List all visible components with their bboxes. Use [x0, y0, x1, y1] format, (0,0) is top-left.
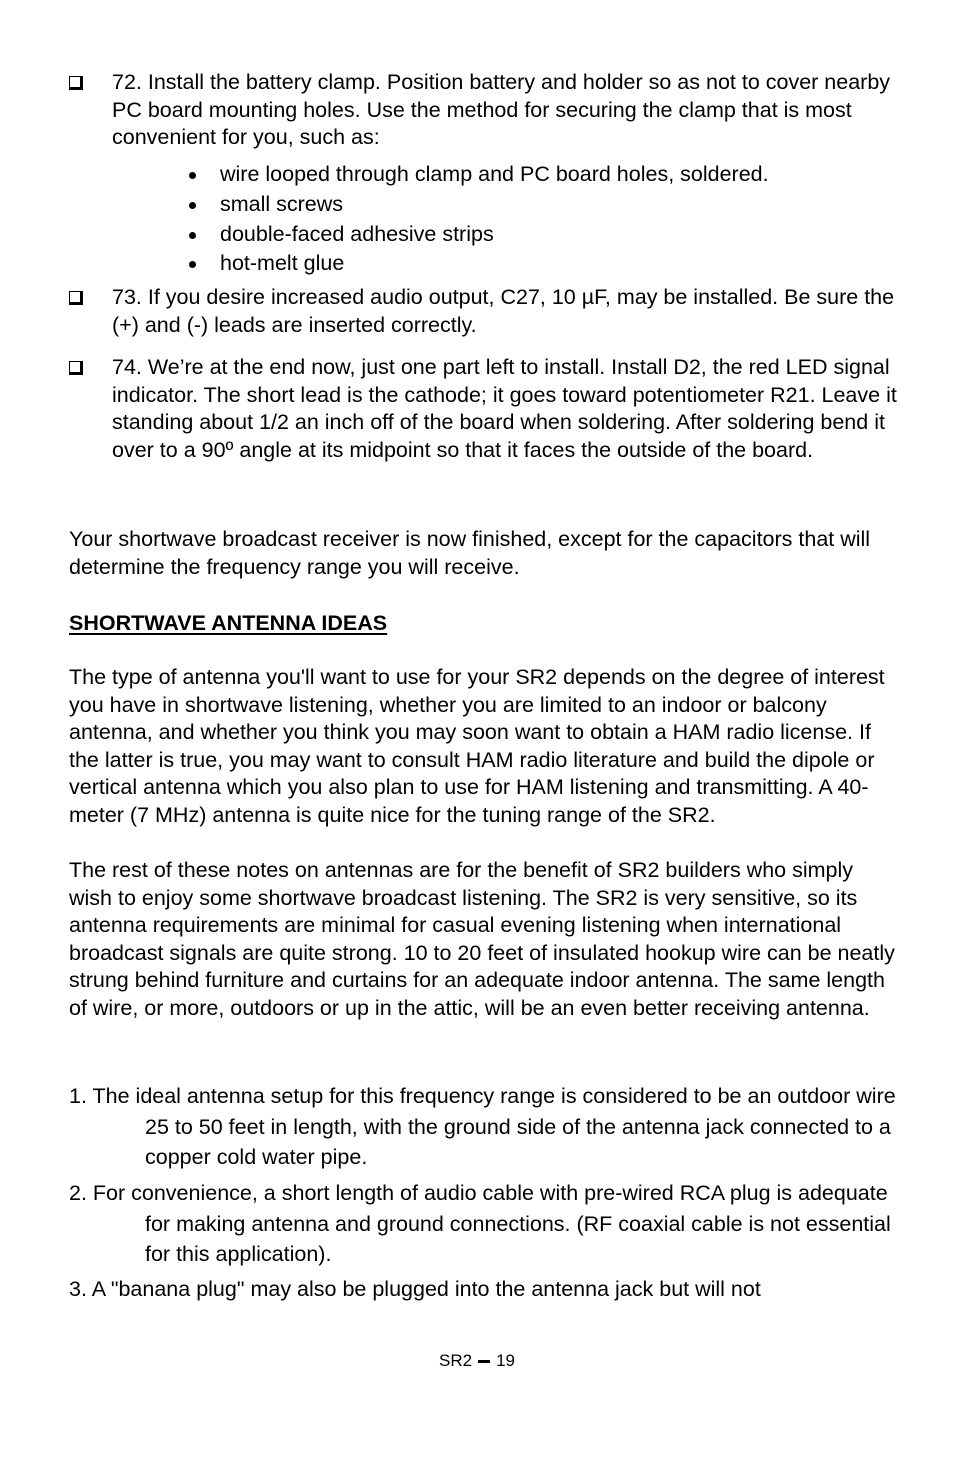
- step-number: 73.: [112, 285, 142, 309]
- list-item: [186, 220, 769, 250]
- step-number: 72.: [112, 70, 142, 94]
- step-72-text: [112, 69, 902, 152]
- step-instruction: If you desire increased audio output, C27, 10 µF, may be installed. Be sure the (+) and (-) leads are inserted correctly.: [112, 285, 895, 337]
- footer-model: SR2: [439, 1351, 473, 1370]
- dash-glyph: [478, 1360, 490, 1363]
- antenna-intro-paragraph: The type of antenna you'll want to use for your SR2 depends on the degree of interest you have in shortwave listening, whether you are limited to an indoor or balcony antenna, and whether you think you may soon want to obtain a HAM radio license. If the latter is true, you may want to consult HAM radio literature and build the dipole or vertical antenna which you also plan to use for HAM listening and transmitting. A 40-meter (7 MHz) antenna is quite nice for the tuning range of the SR2.: [69, 665, 885, 827]
- checkbox-icon[interactable]: [69, 76, 83, 90]
- bullet-icon: [189, 232, 196, 239]
- numbered-item-3: 3. A "banana plug" may also be plugged into the antenna jack but will not: [69, 1277, 761, 1301]
- bullet-icon: [189, 202, 196, 209]
- list-item: [186, 160, 769, 190]
- list-item-text: small screws: [220, 191, 344, 216]
- step-instruction: We’re at the end now, just one part left to install. Install D2, the red LED signal indicator. The short lead is the cathode; it goes toward potentiometer R21. Leave it standing about 1/2 an inch off of the board when soldering. After soldering bend it over to a 90º angle at its midpoint so that it faces the outside of the board.: [112, 355, 897, 462]
- step-73-text: [112, 284, 902, 339]
- page-number: 19: [496, 1351, 515, 1370]
- list-item-text: wire looped through clamp and PC board holes, soldered.: [220, 162, 769, 186]
- section-heading: SHORTWAVE ANTENNA IDEAS: [69, 611, 388, 635]
- antenna-notes-paragraph: The rest of these notes on antennas are for the benefit of SR2 builders who simply wish to enjoy some shortwave broadcast listening. The SR2 is very sensitive, so its antenna requirements are minimal for casual evening listening when international broadcast signals are quite strong. 10 to 20 feet of insulated hookup wire can be neatly strung behind furniture and curtains for an adequate indoor antenna. The same length of wire, or more, outdoors or up in the attic, will be an even better receiving antenna.: [69, 858, 895, 1020]
- checkbox-icon[interactable]: [69, 291, 83, 305]
- page-footer: [0, 1351, 954, 1371]
- step-number: 74.: [112, 355, 142, 379]
- bullet-icon: [189, 261, 196, 268]
- numbered-item-1: 1. The ideal antenna setup for this frequency range is considered to be an outdoor wire 25 to 50 feet in length, with the ground side of the antenna jack connected to a copper cold water pipe.: [69, 1084, 896, 1169]
- list-item-text: hot-melt glue: [220, 251, 345, 276]
- finished-paragraph: Your shortwave broadcast receiver is now finished, except for the capacitors that will determine the frequency range you will receive.: [69, 527, 871, 579]
- list-item-text: double-faced adhesive strips: [220, 221, 494, 246]
- list-item: [186, 190, 769, 220]
- step-instruction: Install the battery clamp. Position battery and holder so as not to cover nearby PC board mounting holes. Use the method for securing the clamp that is most convenient for you, such as:: [112, 70, 891, 150]
- numbered-item-2: 2. For convenience, a short length of audio cable with pre-wired RCA plug is adequate for making antenna and ground connections. (RF coaxial cable is not essential for this application).: [69, 1181, 891, 1266]
- step-74-text: [112, 354, 902, 464]
- list-item: [186, 249, 769, 279]
- bullet-icon: [189, 172, 196, 179]
- fastening-methods-list: [186, 160, 769, 279]
- checkbox-icon[interactable]: [69, 361, 83, 375]
